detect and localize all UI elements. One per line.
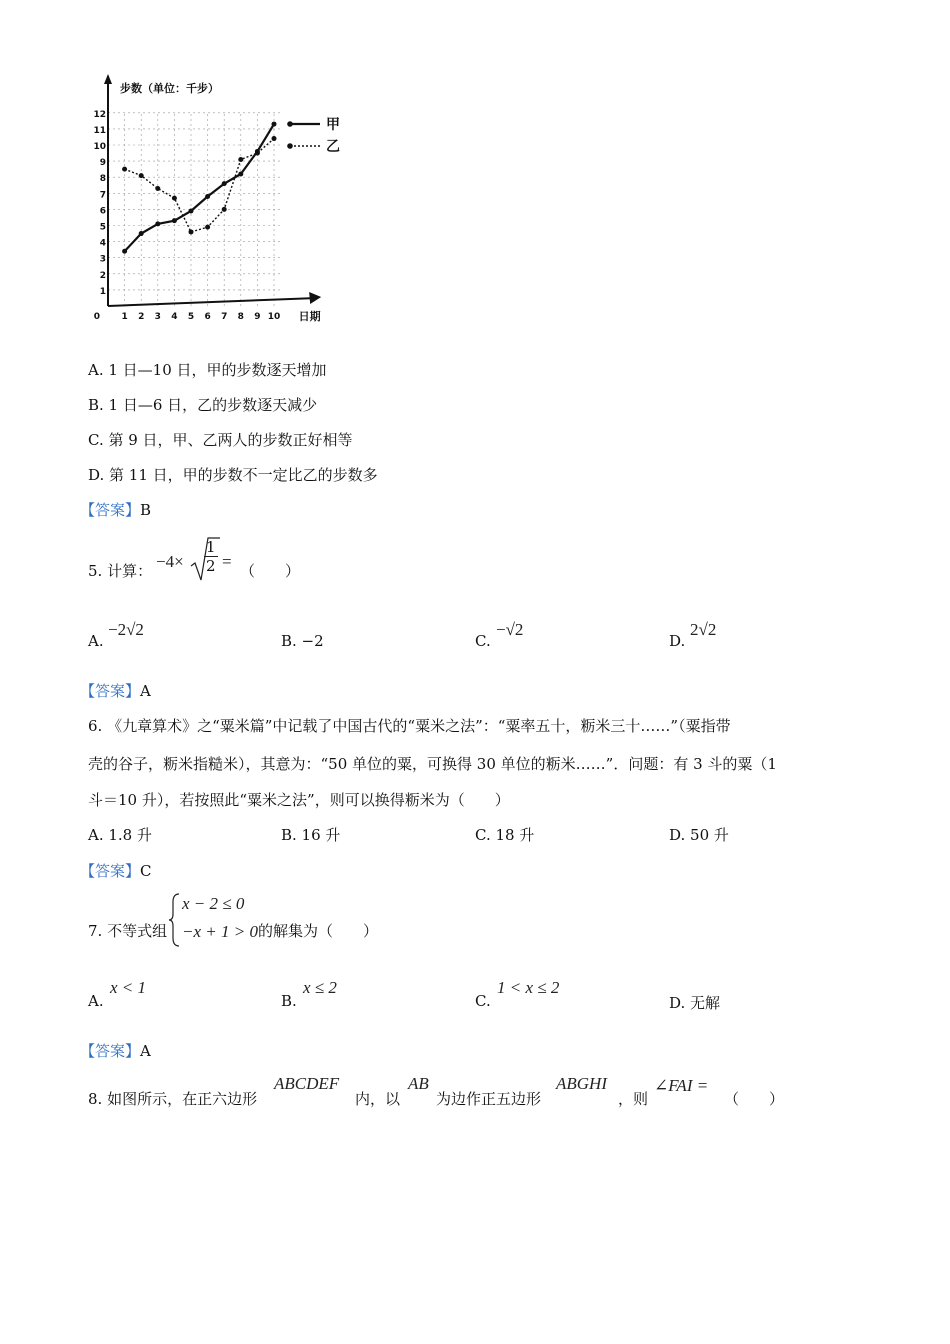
q5-option-d-label: D. — [669, 632, 686, 650]
x-tick-label: 7 — [221, 312, 228, 322]
q7-option-b-math: x ≤ 2 — [303, 978, 337, 997]
q5-paren: （ ） — [240, 562, 301, 580]
data-point — [272, 122, 277, 127]
q8-mid-2: 为边作正五边形 — [436, 1090, 542, 1108]
q8-pentagon-name: ABGHI — [556, 1074, 607, 1093]
x-axis-label: 日期 — [298, 310, 321, 323]
chart-legend — [287, 117, 340, 155]
data-point — [222, 207, 227, 212]
q8-prefix: 8. 如图所示，在正六边形 — [88, 1090, 258, 1108]
q8-angle: ∠FAI = — [654, 1076, 709, 1095]
q7-options — [88, 978, 868, 1018]
legend-label: 甲 — [326, 117, 340, 133]
y-axis-arrow-icon — [104, 74, 112, 84]
y-tick-label: 2 — [99, 270, 106, 281]
data-point — [238, 157, 243, 162]
q4-option-a: A. 1 日—10 日，甲的步数逐天增加 — [88, 361, 327, 379]
series-line-yi — [125, 139, 274, 232]
legend-marker — [287, 121, 293, 127]
q8-mid-1: 内，以 — [355, 1090, 401, 1108]
fraction-denominator: 2 — [206, 557, 216, 575]
data-point — [189, 229, 194, 234]
x-axis-arrow-icon — [309, 292, 321, 304]
data-point — [139, 231, 144, 236]
chart-ticks — [93, 81, 320, 323]
data-point — [122, 167, 127, 172]
q5-option-d-math: 2√2 — [690, 620, 717, 639]
answer-label: 【答案】 — [80, 501, 141, 519]
q6-answer — [80, 860, 152, 881]
x-tick-label: 1 — [121, 312, 128, 322]
q7-option-d: D. 无解 — [669, 994, 721, 1012]
series-line-jia — [125, 124, 274, 251]
data-point — [205, 194, 210, 199]
q4-answer — [80, 499, 151, 520]
q7-option-c-math: 1 < x ≤ 2 — [497, 978, 560, 997]
y-tick-label: 3 — [99, 254, 106, 265]
y-tick-label: 1 — [99, 286, 106, 297]
y-tick-label: 5 — [99, 222, 106, 233]
q7-option-a-label: A. — [88, 992, 104, 1010]
x-tick-label: 2 — [138, 312, 145, 322]
q8-hexagon-name: ABCDEF — [274, 1074, 340, 1093]
fraction-numerator: 1 — [206, 538, 216, 556]
answer-value: A — [140, 1042, 151, 1060]
x-tick-label: 5 — [187, 312, 195, 322]
data-point — [172, 196, 177, 201]
x-tick-label: 3 — [154, 312, 161, 322]
data-point — [122, 249, 127, 254]
chart-axes — [104, 74, 321, 306]
y-tick-label: 8 — [99, 174, 106, 185]
data-point — [139, 173, 144, 178]
q7-question — [88, 892, 488, 952]
q5-equals: = — [222, 552, 232, 571]
x-tick-label: 10 — [267, 312, 281, 322]
q7-answer — [80, 1040, 151, 1061]
legend-label: 乙 — [326, 139, 340, 155]
q5-option-a-label: A. — [88, 632, 104, 650]
q5-option-a-math: −2√2 — [108, 620, 144, 639]
q6-option-a: A. 1.8 升 — [88, 826, 152, 844]
q4-option-d: D. 第 11 日，甲的步数不一定比乙的步数多 — [88, 466, 378, 484]
data-point — [172, 218, 177, 223]
q7-brace-icon — [168, 892, 180, 952]
y-tick-label: 9 — [99, 158, 106, 169]
x-axis — [108, 298, 317, 306]
q5-sqrt — [190, 536, 220, 588]
answer-value: B — [140, 501, 152, 519]
q5-option-b: B. −2 — [281, 632, 324, 650]
q5-prefix: 5. 计算： — [88, 562, 153, 580]
chart-series — [122, 122, 276, 254]
q4-option-b: B. 1 日—6 日，乙的步数逐天减少 — [88, 396, 318, 414]
y-tick-label: 11 — [93, 125, 106, 136]
q5-options — [88, 620, 868, 660]
data-point — [205, 225, 210, 230]
answer-label: 【答案】 — [80, 682, 141, 700]
q5-option-c-math: −√2 — [496, 620, 524, 639]
data-point — [272, 136, 277, 141]
answer-label: 【答案】 — [80, 862, 141, 880]
data-point — [238, 171, 243, 176]
q7-inequality-1: x − 2 ≤ 0 — [182, 894, 245, 913]
q7-option-a-math: x < 1 — [110, 978, 147, 997]
q6-line-3: 斗＝10 升），若按照此“粟米之法”，则可以换得粝米为（ ） — [88, 791, 510, 809]
answer-label: 【答案】 — [80, 1042, 141, 1060]
data-point — [222, 181, 227, 186]
y-tick-label: 10 — [93, 142, 106, 152]
q7-option-b-label: B. — [281, 992, 297, 1010]
x-tick-label: 4 — [171, 312, 178, 322]
answer-value: C — [140, 862, 152, 880]
q6-line-2: 壳的谷子，粝米指糙米），其意为：“50 单位的粟，可换得 30 单位的粝米……”．问题：有 3 斗的粟（1 — [88, 755, 777, 773]
y-tick-label: 0 — [93, 312, 100, 322]
data-point — [155, 221, 160, 226]
q6-option-b: B. 16 升 — [281, 826, 341, 844]
q7-inequality-2: −x + 1 > 0 — [182, 922, 258, 941]
q5-option-c-label: C. — [475, 632, 491, 650]
q7-prefix: 7. 不等式组 — [88, 922, 168, 940]
y-axis-label: 步数（单位：千步） — [120, 82, 219, 95]
q5-fraction — [204, 538, 218, 575]
q5-expr-lead: −4× — [156, 552, 184, 571]
x-tick-label: 9 — [254, 312, 261, 322]
y-tick-label: 7 — [99, 190, 106, 201]
q8-paren: （ ） — [724, 1090, 785, 1108]
data-point — [155, 186, 160, 191]
data-point — [189, 209, 194, 214]
x-tick-label: 6 — [204, 312, 211, 322]
step-count-line-chart — [86, 70, 356, 330]
q8-side-ab: AB — [408, 1074, 429, 1093]
x-tick-label: 8 — [237, 312, 244, 322]
q7-option-c-label: C. — [475, 992, 491, 1010]
q7-suffix: 的解集为（ ） — [258, 922, 379, 940]
data-point — [255, 151, 260, 156]
y-tick-label: 4 — [99, 238, 106, 249]
q4-option-c: C. 第 9 日，甲、乙两人的步数正好相等 — [88, 431, 353, 449]
q6-line-1: 6. 《九章算术》之“粟米篇”中记载了中国古代的“粟米之法”：“粟率五十，粝米三十……”（粟指带 — [88, 717, 731, 735]
answer-value: A — [140, 682, 151, 700]
q8-mid-3: ，则 — [618, 1090, 649, 1108]
q6-option-d: D. 50 升 — [669, 826, 729, 844]
legend-marker — [287, 143, 293, 149]
q6-option-c: C. 18 升 — [475, 826, 535, 844]
q8-question — [88, 1070, 888, 1110]
y-tick-label: 6 — [99, 206, 106, 217]
q5-answer — [80, 680, 151, 701]
y-tick-label: 12 — [93, 109, 106, 120]
